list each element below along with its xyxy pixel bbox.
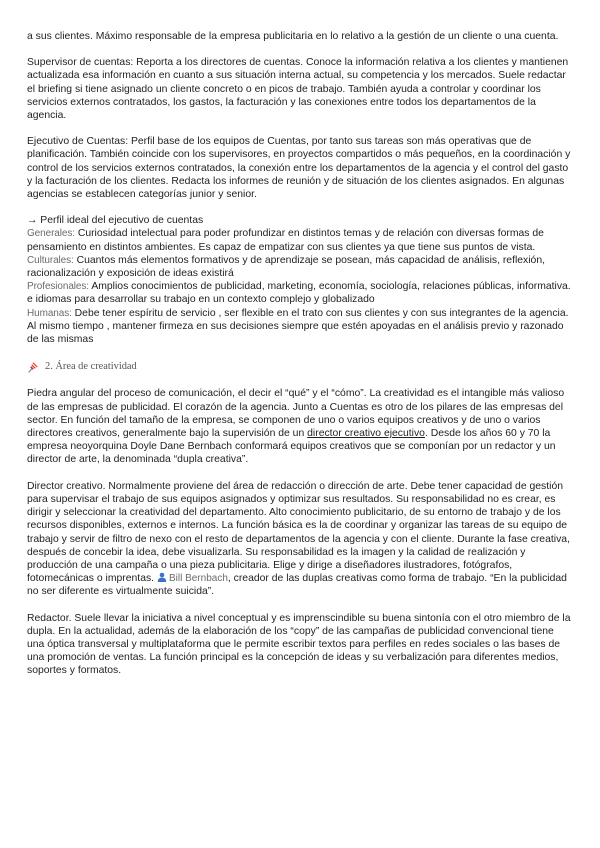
supervisor-paragraph: Supervisor de cuentas: Reporta a los directores de cuentas. Conoce la información relativa a los clientes y mantienen actualizada esa información en cuanto a sus situación interna actual, su competencia y los mercados. Suele redactar el briefing si tiene asignado un cliente concreto o en picos de trabajo. También ayuda a controlar y coordinar los servicios externos contratados, los gastos, la facturación y las conexiones entre todos los departamentos de la agencia. — [27, 57, 569, 122]
person-icon — [157, 572, 167, 582]
perfil-label: Profesionales: — [27, 281, 89, 293]
perfil-text: Amplios conocimientos de publicidad, marketing, economía, sociología, relaciones públicas, informativa. e idiomas para desarrollar su trabajo en un contexto complejo y globalizado — [27, 281, 571, 306]
perfil-text: Curiosidad intelectual para poder profundizar en distintos temas y de relación con diversas formas de pensamiento en distintos ambientes. Es capaz de empatizar con sus clientes ya que tiene sus puntos de vista. — [27, 228, 544, 253]
perfil-item-humanas — [27, 307, 572, 347]
perfil-text: Debe tener espíritu de servicio , ser flexible en el trato con sus clientes y con sus integrantes de la agencia. Al mismo tiempo , mantener firmeza en sus decisiones siempre que estén apoyadas en el análisis previo y razonado de las mismas — [27, 307, 569, 346]
redactor-paragraph: Redactor. Suele llevar la iniciativa a nivel conceptual y es imprenscindible su buena sintonía con el otro miembro de la dupla. En la actualidad, además de la elaboración de los “copy” de las campañas de publicidad convencional tiene una óptica transversal y multiplataforma que le permite escribir textos para perfiles en redes sociales o las bases de una promoción de ventas. La función principal es la concepción de ideas y su verbalización para diferentes medios, soportes y formatos. — [27, 612, 571, 677]
pushpin-icon — [27, 361, 39, 373]
perfil-text: Cuantos más elementos formativos y de aprendizaje se posean, más capacidad de análisis, reflexión, racionalización y exposición de ideas existirá — [27, 254, 546, 280]
perfil-label: Culturales: — [27, 254, 74, 266]
director-text: Director creativo. Normalmente proviene del área de redacción o dirección de arte. Debe tener capacidad de gestión para supervisar el trabajo de sus equipos asignados y optimizar sus resultados. Su responsabilidad no es crear, es dirigir y seleccionar la creatividad del departamento. Alto conocimiento publicitario, de su entorno de trabajo y de los recursos disponibles, externos e internos. La función básica es la de coordinar y organizar las tareas de su equipo de trabajo y servir de filtro de nexo con el resto de departamentos de la agencia y con el cliente. Durante la fase creativa, después de concebir la idea, debe visualizarla. Su responsabilidad es la imagen y la calidad de realización y producción de una campaña o una pieza publicitaria. Elige y dirige a diseñadores ilustradores, fotógrafos, fotomecánicas o imprentas. — [27, 480, 570, 585]
section-title: 2. Área de creatividad — [45, 361, 137, 373]
perfil-item-generales — [27, 227, 572, 253]
director-text-continued: , creador de las duplas creativas como forma de trabajo. “En la publicidad no ser diferente es virtualmente suicida”. — [27, 573, 567, 598]
person-name: Bill Bernbach — [168, 573, 228, 585]
perfil-heading: → Perfil ideal del ejecutivo de cuentas — [27, 215, 204, 227]
director-paragraph — [27, 480, 572, 599]
creatividad-text: Piedra angular del proceso de comunicación, el decir el “qué” y el “cómo”. La creatividad es el intangible más valioso de las empresas de publicidad. El corazón de la agencia. Junto a Cuentas es otro de los pilares de las empresas del sector. En función del tamaño de la empresa, se componen de uno o varios equipos creativos y de uno o varios directores creativos, generalmente bajo la supervisión de un — [27, 388, 565, 440]
director-creativo-ejecutivo-link[interactable]: director creativo ejecutivo — [307, 428, 425, 440]
perfil-label: Generales: — [27, 228, 75, 240]
ejecutivo-paragraph: Ejecutivo de Cuentas: Perfil base de los equipos de Cuentas, por tanto sus tareas son más operativas que de planificación. También coincide con los supervisores, en proyectos compartidos o más pequeños, en la coordinación y control de los servicios externos contratados, la conexión entre los departamentos de la agencia y el control del gasto y la facturación de los clientes. Redacta los informes de reunión y de situación de los clientes asignados. En algunas agencias se establecen categorías junior y senior. — [27, 136, 571, 201]
perfil-item-culturales — [27, 254, 572, 280]
perfil-item-profesionales — [27, 280, 572, 306]
perfil-label: Humanas: — [27, 307, 72, 319]
creatividad-paragraph — [27, 387, 572, 466]
intro-paragraph: a sus clientes. Máximo responsable de la empresa publicitaria en lo relativo a la gestión de un cliente o una cuenta. — [27, 31, 559, 42]
section-heading-creatividad — [27, 360, 572, 373]
creatividad-text-continued: . Desde los años 60 y 70 la empresa neoyorquina Doyle Dane Bernbach conformará equipos creativos que se componían por un redactor y un director de arte, la denominada “dupla creativa”. — [27, 428, 556, 466]
